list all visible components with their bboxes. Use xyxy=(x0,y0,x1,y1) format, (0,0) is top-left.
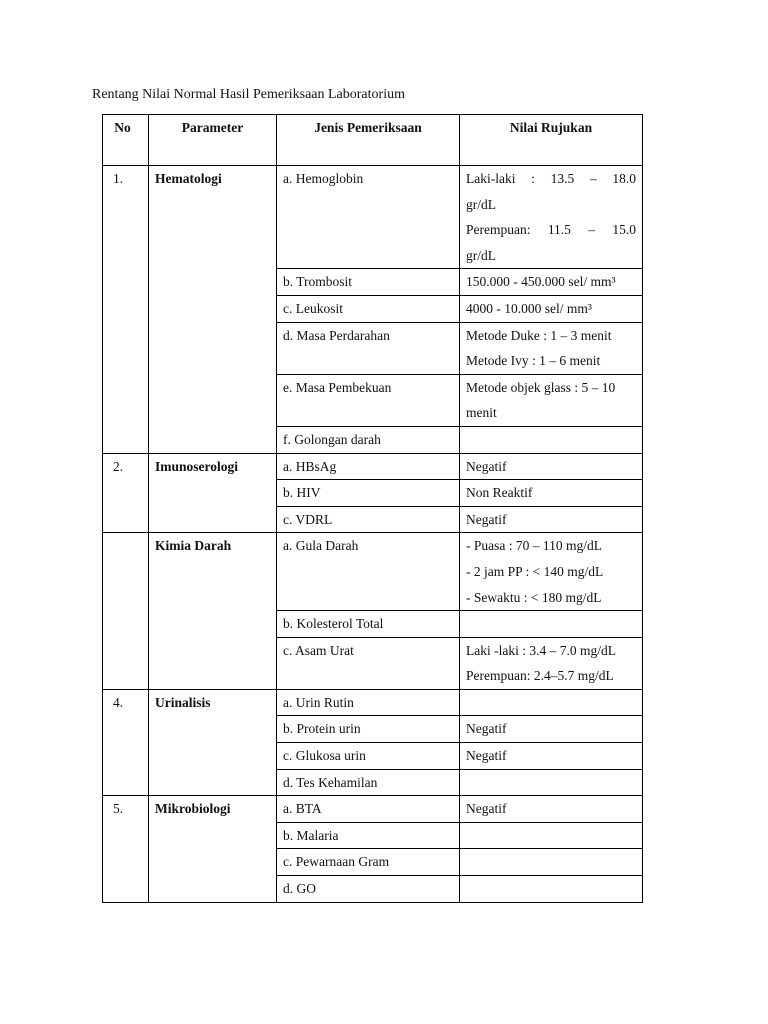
nilai-rujukan-token: : xyxy=(531,171,535,186)
header-parameter: Parameter xyxy=(149,115,277,166)
nilai-rujukan-token: Laki-laki xyxy=(466,171,516,186)
jenis-pemeriksaan-cell: a. Hemoglobin xyxy=(277,166,460,269)
header-no: No xyxy=(103,115,149,166)
nilai-rujukan-line: - Sewaktu : < 180 mg/dL xyxy=(466,589,602,605)
nilai-rujukan-token: 15.0 xyxy=(612,222,636,238)
nilai-rujukan-line: Metode Ivy : 1 – 6 menit xyxy=(466,353,601,369)
nilai-rujukan-line: Negatif xyxy=(466,458,507,474)
table-row xyxy=(103,533,643,611)
nilai-rujukan-cell xyxy=(460,295,643,322)
table-row xyxy=(103,453,643,480)
nilai-rujukan-line: Negatif xyxy=(466,721,507,737)
jenis-pemeriksaan-cell: b. Trombosit xyxy=(277,269,460,296)
nilai-rujukan-cell xyxy=(460,822,643,849)
nilai-rujukan-cell xyxy=(460,374,643,426)
row-number xyxy=(103,533,149,690)
nilai-rujukan-line: gr/dL xyxy=(466,196,496,212)
nilai-rujukan-token: – xyxy=(588,222,596,238)
nilai-rujukan-token: – xyxy=(589,171,597,186)
jenis-pemeriksaan-cell: a. HBsAg xyxy=(277,453,460,480)
nilai-rujukan-line: Non Reaktif xyxy=(466,485,533,501)
parameter-cell: Imunoserologi xyxy=(149,453,277,533)
jenis-pemeriksaan-cell: d. Tes Kehamilan xyxy=(277,769,460,796)
jenis-pemeriksaan-cell: a. Gula Darah xyxy=(277,533,460,611)
nilai-rujukan-cell xyxy=(460,611,643,638)
parameter-cell: Hematologi xyxy=(149,166,277,454)
nilai-rujukan-line: Negatif xyxy=(466,801,507,817)
nilai-rujukan-cell xyxy=(460,533,643,611)
parameter-cell: Kimia Darah xyxy=(149,533,277,690)
nilai-rujukan-line xyxy=(466,217,636,243)
nilai-rujukan-cell xyxy=(460,637,643,689)
nilai-rujukan-cell xyxy=(460,322,643,374)
nilai-rujukan-cell xyxy=(460,876,643,903)
nilai-rujukan-cell xyxy=(460,716,643,743)
nilai-rujukan-cell xyxy=(460,166,643,269)
document-title: Rentang Nilai Normal Hasil Pemeriksaan Laboratorium xyxy=(92,87,405,102)
row-number: 4. xyxy=(103,689,149,795)
nilai-rujukan-cell xyxy=(460,426,643,453)
jenis-pemeriksaan-cell: a. BTA xyxy=(277,796,460,823)
nilai-rujukan-cell xyxy=(460,849,643,876)
nilai-rujukan-line xyxy=(466,690,636,716)
nilai-rujukan-token: 18.0 xyxy=(612,171,636,186)
jenis-pemeriksaan-cell: c. Asam Urat xyxy=(277,637,460,689)
nilai-rujukan-line: 150.000 - 450.000 sel/ mm³ xyxy=(466,274,616,290)
nilai-rujukan-line: gr/dL xyxy=(466,247,496,263)
jenis-pemeriksaan-cell: b. Kolesterol Total xyxy=(277,611,460,638)
nilai-rujukan-cell xyxy=(460,506,643,533)
nilai-rujukan-token: 11.5 xyxy=(547,222,571,238)
nilai-rujukan-line: Negatif xyxy=(466,511,507,527)
nilai-rujukan-cell xyxy=(460,769,643,796)
nilai-rujukan-line: Laki -laki : 3.4 – 7.0 mg/dL xyxy=(466,642,616,658)
jenis-pemeriksaan-cell: c. Leukosit xyxy=(277,295,460,322)
nilai-rujukan-cell xyxy=(460,796,643,823)
nilai-rujukan-line: menit xyxy=(466,405,497,421)
jenis-pemeriksaan-cell: a. Urin Rutin xyxy=(277,689,460,716)
jenis-pemeriksaan-cell: c. Glukosa urin xyxy=(277,743,460,770)
nilai-rujukan-line: - Puasa : 70 – 110 mg/dL xyxy=(466,538,602,554)
parameter-cell: Urinalisis xyxy=(149,689,277,795)
nilai-rujukan-cell xyxy=(460,689,643,716)
table-row xyxy=(103,796,643,823)
jenis-pemeriksaan-cell: e. Masa Pembekuan xyxy=(277,374,460,426)
nilai-rujukan-line: Negatif xyxy=(466,748,507,764)
jenis-pemeriksaan-cell: f. Golongan darah xyxy=(277,426,460,453)
jenis-pemeriksaan-cell: b. Protein urin xyxy=(277,716,460,743)
nilai-rujukan-line xyxy=(466,611,636,637)
nilai-rujukan-line: Metode Duke : 1 – 3 menit xyxy=(466,327,612,343)
table-row xyxy=(103,689,643,716)
nilai-rujukan-token: Perempuan: xyxy=(466,222,531,238)
jenis-pemeriksaan-cell: b. Malaria xyxy=(277,822,460,849)
parameter-cell: Mikrobiologi xyxy=(149,796,277,902)
row-number: 1. xyxy=(103,166,149,454)
nilai-rujukan-line xyxy=(466,166,636,192)
nilai-rujukan-cell xyxy=(460,743,643,770)
table-header-row xyxy=(103,115,643,166)
nilai-rujukan-line: Metode objek glass : 5 – 10 xyxy=(466,379,616,395)
nilai-rujukan-line xyxy=(466,770,636,796)
nilai-rujukan-line xyxy=(466,823,636,849)
header-jenis-pemeriksaan: Jenis Pemeriksaan xyxy=(277,115,460,166)
jenis-pemeriksaan-cell: c. VDRL xyxy=(277,506,460,533)
jenis-pemeriksaan-cell: d. GO xyxy=(277,876,460,903)
table-row xyxy=(103,166,643,269)
nilai-rujukan-cell xyxy=(460,480,643,507)
nilai-rujukan-line: Perempuan: 2.4–5.7 mg/dL xyxy=(466,668,614,684)
table-body xyxy=(103,166,643,903)
row-number: 5. xyxy=(103,796,149,902)
nilai-rujukan-line: 4000 - 10.000 sel/ mm³ xyxy=(466,300,592,316)
jenis-pemeriksaan-cell: b. HIV xyxy=(277,480,460,507)
nilai-rujukan-line xyxy=(466,876,636,902)
jenis-pemeriksaan-cell: c. Pewarnaan Gram xyxy=(277,849,460,876)
nilai-rujukan-token: 13.5 xyxy=(550,171,575,186)
nilai-rujukan-line xyxy=(466,849,636,875)
nilai-rujukan-cell xyxy=(460,453,643,480)
nilai-rujukan-line xyxy=(466,427,636,453)
header-nilai-rujukan: Nilai Rujukan xyxy=(460,115,643,166)
jenis-pemeriksaan-cell: d. Masa Perdarahan xyxy=(277,322,460,374)
lab-reference-table xyxy=(102,114,643,903)
row-number: 2. xyxy=(103,453,149,533)
nilai-rujukan-cell xyxy=(460,269,643,296)
nilai-rujukan-line: - 2 jam PP : < 140 mg/dL xyxy=(466,563,604,579)
